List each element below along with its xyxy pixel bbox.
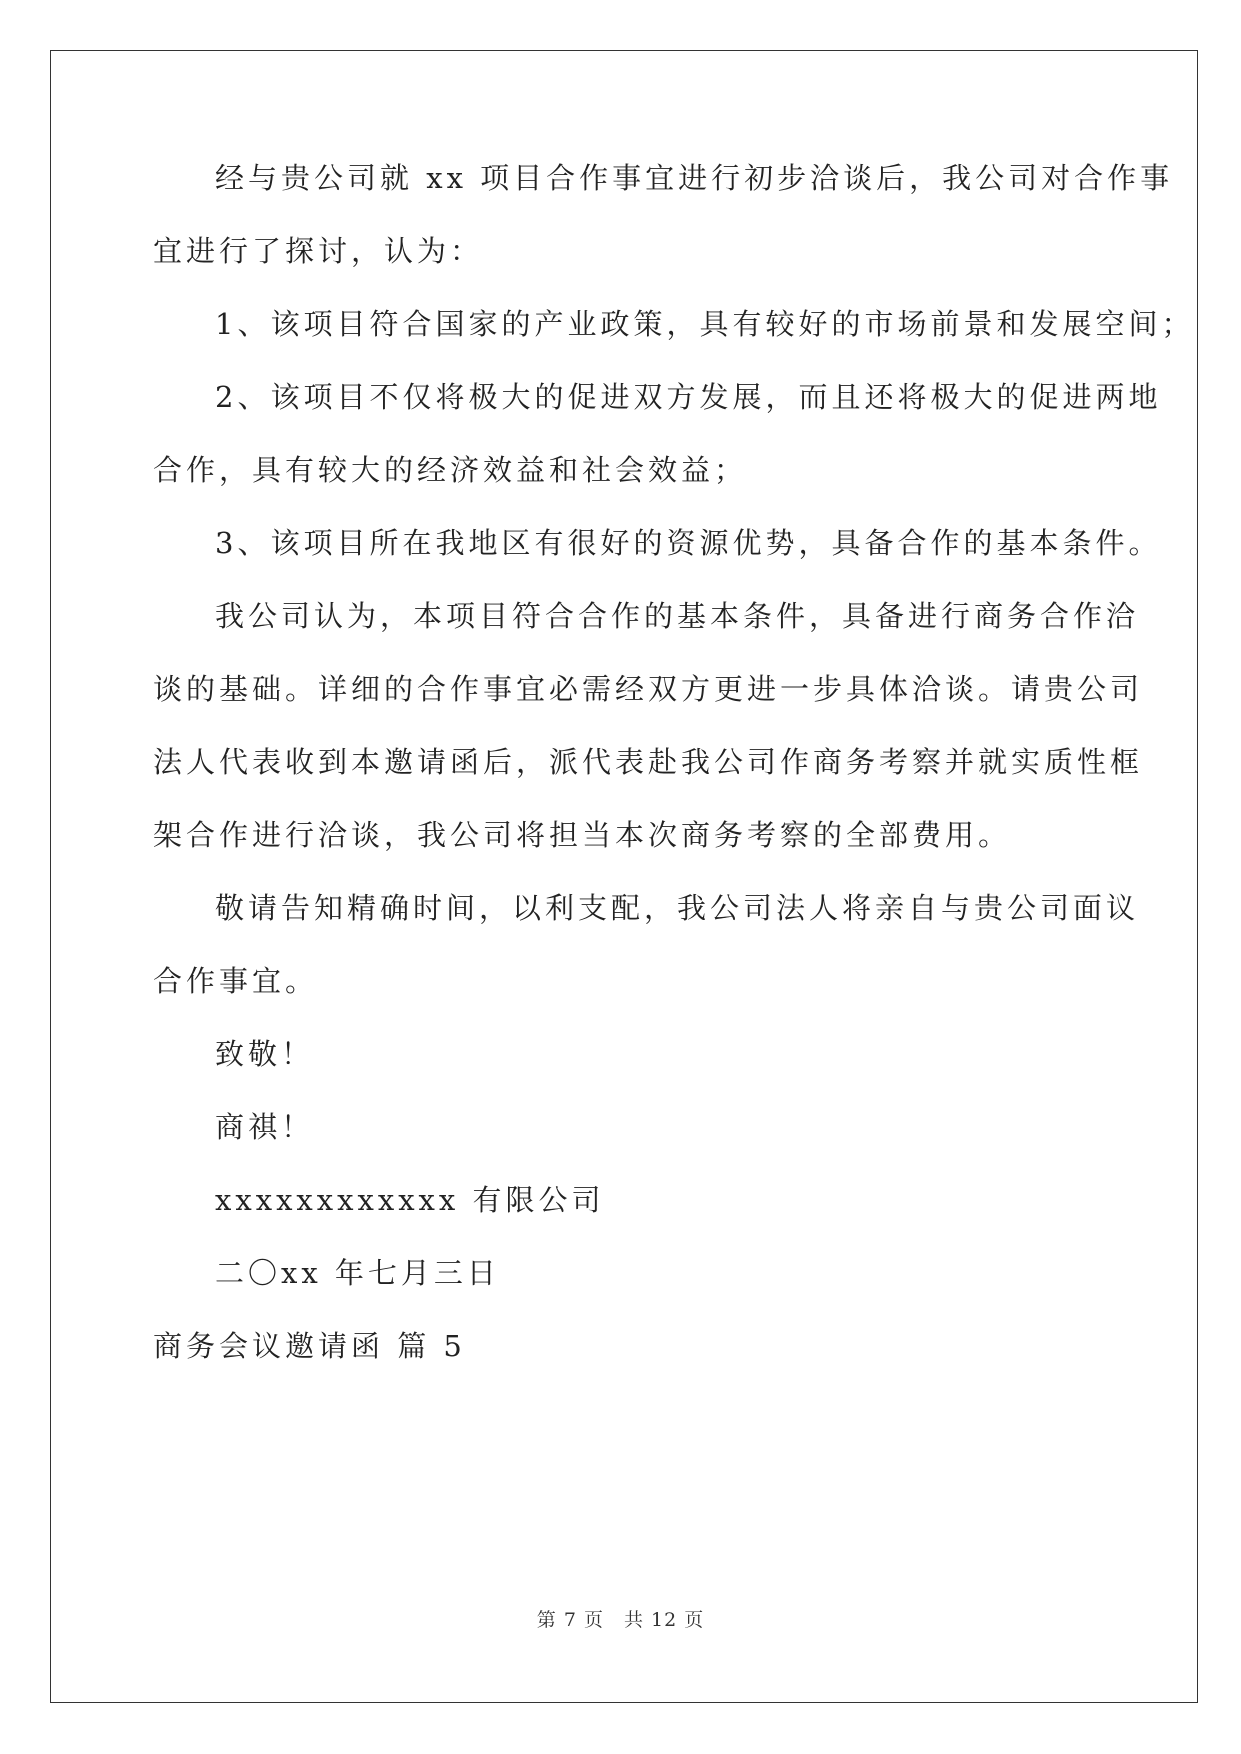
paragraph-3-line-1: 2、该项目不仅将极大的促进双方发展，而且还将极大的促进两地 [215,380,1162,414]
letter-date: 二〇xx 年七月三日 [215,1256,500,1290]
paragraph-6-line-1: 敬请告知精确时间，以利支配，我公司法人将亲自与贵公司面议 [215,891,1140,925]
closing-greeting: 商祺！ [215,1110,315,1144]
page-number-footer: 第 7 页 共 12 页 [536,1609,705,1631]
paragraph-2-line-1: 1、该项目符合国家的产业政策，具有较好的市场前景和发展空间； [215,307,1195,341]
page-border [50,50,1198,1703]
paragraph-1-line-1: 经与贵公司就 xx 项目合作事宜进行初步洽谈后，我公司对合作事 [215,161,1174,195]
paragraph-5-line-2: 谈的基础。详细的合作事宜必需经双方更进一步具体洽谈。请贵公司 [153,672,1144,706]
paragraph-5-line-3: 法人代表收到本邀请函后，派代表赴我公司作商务考察并就实质性框 [153,745,1144,779]
paragraph-4-line-1: 3、该项目所在我地区有很好的资源优势，具备合作的基本条件。 [215,526,1162,560]
paragraph-1-line-2: 宜进行了探讨，认为： [153,234,484,268]
paragraph-3-line-2: 合作，具有较大的经济效益和社会效益； [153,453,748,487]
company-signature: xxxxxxxxxxxx 有限公司 [215,1183,605,1217]
paragraph-6-line-2: 合作事宜。 [153,964,319,998]
closing-regards: 致敬！ [215,1037,315,1071]
paragraph-5-line-4: 架合作进行洽谈，我公司将担当本次商务考察的全部费用。 [153,818,1012,852]
paragraph-5-line-1: 我公司认为，本项目符合合作的基本条件，具备进行商务合作洽 [215,599,1140,633]
next-section-heading: 商务会议邀请函 篇 5 [153,1329,466,1363]
